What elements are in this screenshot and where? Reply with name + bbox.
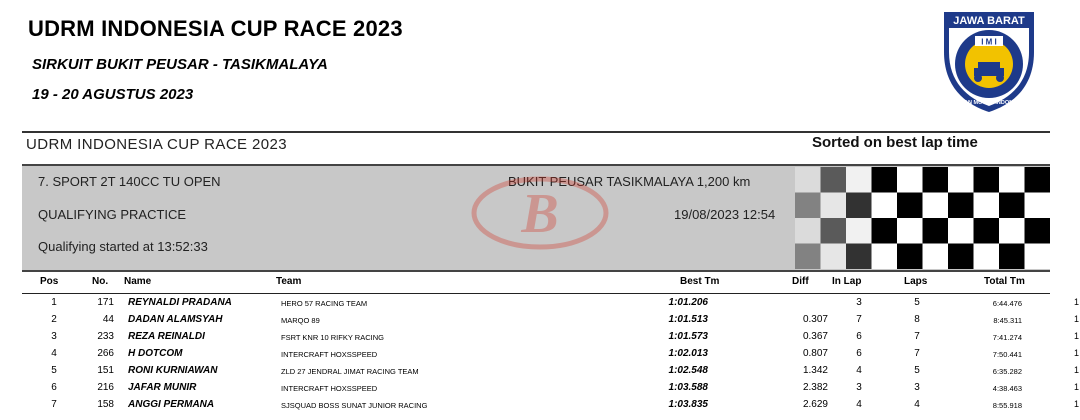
cell-diff: 0.367 bbox=[802, 331, 828, 342]
flag-square bbox=[872, 244, 898, 270]
cell-number: 171 bbox=[97, 297, 114, 308]
cell-clipped: 1 bbox=[1074, 297, 1080, 307]
flag-square bbox=[999, 244, 1025, 270]
cell-in-lap: 6 bbox=[856, 331, 862, 342]
cell-rider-name: REYNALDI PRADANA bbox=[128, 297, 232, 308]
race-class: 7. SPORT 2T 140CC TU OPEN bbox=[38, 174, 221, 189]
cell-best-time: 1:03.588 bbox=[668, 382, 708, 393]
flag-square bbox=[948, 193, 974, 219]
flag-square bbox=[795, 193, 821, 219]
cell-in-lap: 3 bbox=[856, 297, 862, 308]
session-start-time: Qualifying started at 13:52:33 bbox=[38, 239, 208, 254]
cell-team: SJSQUAD BOSS SUNAT JUNIOR RACING bbox=[281, 401, 428, 410]
flag-square bbox=[923, 218, 949, 244]
cell-rider-name: ANGGI PERMANA bbox=[128, 399, 215, 410]
flag-square bbox=[872, 193, 898, 219]
table-row bbox=[0, 312, 1080, 329]
cell-clipped: 1 bbox=[1074, 399, 1080, 409]
cell-number: 158 bbox=[97, 399, 114, 410]
flag-square bbox=[948, 218, 974, 244]
cell-laps: 4 bbox=[914, 399, 920, 410]
cell-number: 44 bbox=[102, 314, 114, 325]
svg-text:B: B bbox=[521, 183, 559, 245]
flag-square bbox=[923, 167, 949, 193]
flag-square bbox=[948, 167, 974, 193]
cell-team: HERO 57 RACING TEAM bbox=[281, 299, 368, 308]
flag-square bbox=[846, 244, 872, 270]
cell-number: 216 bbox=[97, 382, 114, 393]
table-row bbox=[0, 380, 1080, 397]
cell-pos: 1 bbox=[51, 297, 57, 308]
header-laps: Laps bbox=[904, 276, 928, 287]
flag-square bbox=[974, 218, 1000, 244]
table-row bbox=[0, 397, 1080, 414]
header-name: Name bbox=[124, 276, 152, 287]
logo-top-text: JAWA BARAT bbox=[953, 15, 1025, 27]
cell-laps: 7 bbox=[914, 331, 920, 342]
cell-number: 233 bbox=[97, 331, 114, 342]
header-team: Team bbox=[276, 276, 302, 287]
flag-square bbox=[897, 167, 923, 193]
flag-square bbox=[846, 167, 872, 193]
cell-best-time: 1:01.573 bbox=[668, 331, 708, 342]
cell-in-lap: 4 bbox=[856, 399, 862, 410]
cell-total-time: 7:41.274 bbox=[992, 333, 1022, 342]
flag-square bbox=[923, 193, 949, 219]
flag-square bbox=[821, 167, 847, 193]
header-underline bbox=[22, 293, 1050, 294]
cell-best-time: 1:01.206 bbox=[668, 297, 708, 308]
flag-square bbox=[999, 193, 1025, 219]
cell-laps: 8 bbox=[914, 314, 920, 325]
cell-clipped: 1 bbox=[1074, 382, 1080, 392]
imi-jawa-barat-logo bbox=[934, 6, 1044, 116]
table-row bbox=[0, 346, 1080, 363]
flag-square bbox=[795, 244, 821, 270]
cell-in-lap: 3 bbox=[856, 382, 862, 393]
cell-best-time: 1:02.548 bbox=[668, 365, 708, 376]
cell-total-time: 7:50.441 bbox=[992, 350, 1022, 359]
header-rule bbox=[22, 131, 1050, 133]
cell-total-time: 6:35.282 bbox=[992, 367, 1022, 376]
table-row bbox=[0, 329, 1080, 346]
cell-diff: 0.307 bbox=[802, 314, 828, 325]
cell-team: FSRT KNR 10 RIFKY RACING bbox=[281, 333, 384, 342]
flag-square bbox=[821, 218, 847, 244]
header-no: No. bbox=[92, 276, 109, 287]
session-date: 19/08/2023 12:54 bbox=[674, 207, 776, 222]
cell-best-time: 1:01.513 bbox=[668, 314, 708, 325]
sort-note: Sorted on best lap time bbox=[812, 134, 978, 151]
header-in-lap: In Lap bbox=[832, 276, 862, 287]
header-best-time: Best Tm bbox=[680, 276, 720, 287]
header-pos: Pos bbox=[40, 276, 59, 287]
cell-diff: 0.807 bbox=[802, 348, 828, 359]
cell-in-lap: 4 bbox=[856, 365, 862, 376]
table-row bbox=[0, 295, 1080, 312]
cell-number: 266 bbox=[97, 348, 114, 359]
cell-diff: 1.342 bbox=[802, 365, 828, 376]
report-title: UDRM INDONESIA CUP RACE 2023 bbox=[26, 136, 287, 153]
cell-rider-name: JAFAR MUNIR bbox=[128, 382, 197, 393]
cell-team: MARQO 89 bbox=[281, 316, 320, 325]
cell-best-time: 1:02.013 bbox=[668, 348, 708, 359]
cell-clipped: 1 bbox=[1074, 365, 1080, 375]
cell-pos: 4 bbox=[51, 348, 57, 359]
flag-square bbox=[948, 244, 974, 270]
header-total-time: Total Tm bbox=[984, 276, 1025, 287]
flag-square bbox=[1025, 244, 1051, 270]
logo-badge-text: I M I bbox=[981, 37, 997, 47]
flag-square bbox=[846, 218, 872, 244]
cell-clipped: 1 bbox=[1074, 331, 1080, 341]
flag-square bbox=[923, 244, 949, 270]
cell-rider-name: RONI KURNIAWAN bbox=[128, 365, 218, 376]
cell-rider-name: H DOTCOM bbox=[128, 348, 183, 359]
flag-square bbox=[897, 218, 923, 244]
cell-pos: 6 bbox=[51, 382, 57, 393]
venue-distance: BUKIT PEUSAR TASIKMALAYA 1,200 km bbox=[508, 174, 751, 189]
cell-diff: 2.629 bbox=[802, 399, 828, 410]
cell-pos: 5 bbox=[51, 365, 57, 376]
cell-diff: 2.382 bbox=[802, 382, 828, 393]
cell-laps: 5 bbox=[914, 365, 920, 376]
cell-clipped: 1 bbox=[1074, 348, 1080, 358]
event-title: UDRM INDONESIA CUP RACE 2023 bbox=[28, 16, 403, 41]
logo-ring-text: IKATAN MOTOR INDONESIA bbox=[952, 100, 1026, 106]
cell-clipped: 1 bbox=[1074, 314, 1080, 324]
flag-square bbox=[795, 167, 821, 193]
header-diff: Diff bbox=[792, 276, 809, 287]
cell-laps: 7 bbox=[914, 348, 920, 359]
cell-team: ZLD 27 JENDRAL JIMAT RACING TEAM bbox=[281, 367, 419, 376]
flag-square bbox=[974, 193, 1000, 219]
cell-pos: 3 bbox=[51, 331, 57, 342]
cell-team: INTERCRAFT HOXSSPEED bbox=[281, 384, 378, 393]
flag-square bbox=[974, 167, 1000, 193]
cell-rider-name: DADAN ALAMSYAH bbox=[128, 314, 223, 325]
flag-square bbox=[821, 244, 847, 270]
brand-watermark bbox=[470, 176, 610, 250]
flag-square bbox=[1025, 218, 1051, 244]
cell-total-time: 8:55.918 bbox=[992, 401, 1022, 410]
cell-rider-name: REZA REINALDI bbox=[128, 331, 205, 342]
session-name: QUALIFYING PRACTICE bbox=[38, 207, 187, 222]
flag-square bbox=[1025, 167, 1051, 193]
flag-square bbox=[897, 244, 923, 270]
flag-square bbox=[872, 167, 898, 193]
cell-team: INTERCRAFT HOXSSPEED bbox=[281, 350, 378, 359]
flag-square bbox=[999, 167, 1025, 193]
cell-number: 151 bbox=[97, 365, 114, 376]
cell-best-time: 1:03.835 bbox=[668, 399, 708, 410]
cell-total-time: 8:45.311 bbox=[993, 316, 1022, 325]
flag-square bbox=[1025, 193, 1051, 219]
flag-square bbox=[846, 193, 872, 219]
cell-laps: 3 bbox=[914, 382, 920, 393]
cell-in-lap: 6 bbox=[856, 348, 862, 359]
cell-total-time: 4:38.463 bbox=[992, 384, 1022, 393]
flag-square bbox=[897, 193, 923, 219]
table-row bbox=[0, 363, 1080, 380]
flag-square bbox=[999, 218, 1025, 244]
flag-square bbox=[872, 218, 898, 244]
event-venue: SIRKUIT BUKIT PEUSAR - TASIKMALAYA bbox=[32, 56, 328, 73]
cell-pos: 7 bbox=[51, 399, 57, 410]
flag-square bbox=[821, 193, 847, 219]
cell-in-lap: 7 bbox=[856, 314, 862, 325]
cell-laps: 5 bbox=[914, 297, 920, 308]
flag-square bbox=[974, 244, 1000, 270]
cell-total-time: 6:44.476 bbox=[992, 299, 1022, 308]
cell-pos: 2 bbox=[51, 314, 57, 325]
event-dates: 19 - 20 AGUSTUS 2023 bbox=[32, 86, 194, 103]
flag-square bbox=[795, 218, 821, 244]
results-header bbox=[0, 276, 1080, 292]
